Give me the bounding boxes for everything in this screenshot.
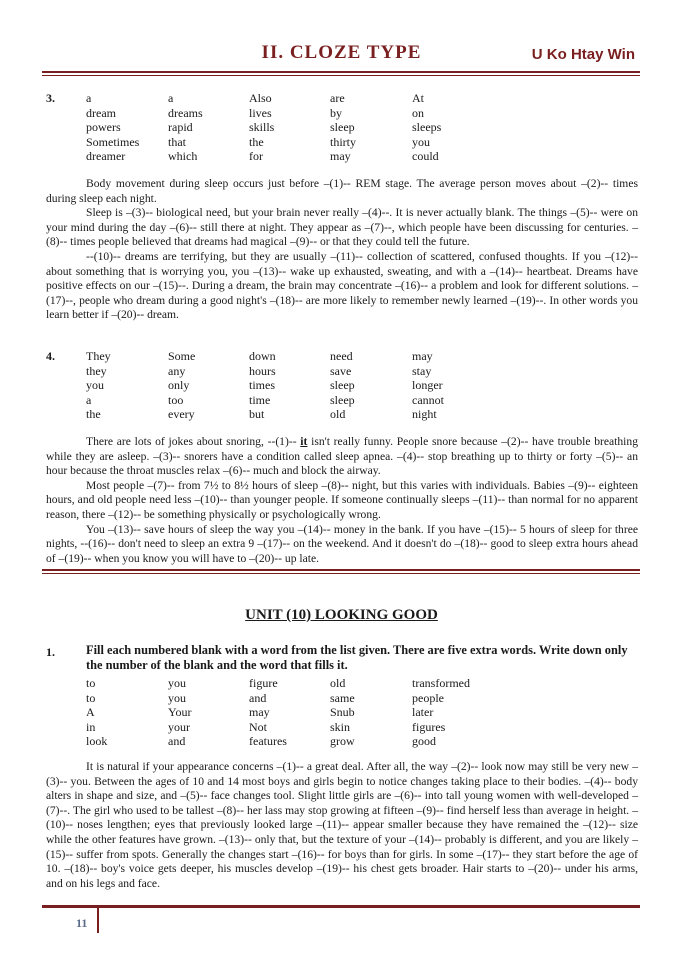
word: need: [330, 349, 353, 363]
word: people: [412, 690, 444, 705]
word: any: [168, 363, 186, 378]
word: They: [86, 349, 111, 363]
paragraph: --(10)-- dreams are terrifying, but they are usually –(11)-- collection of scattered, confused thoughts. If you –(12)-- about something that is worrying you, you –(13)-- wake up exhausted, sweating, and with a –(14)-- heartbeat. Dreams have positive effects on our –(15)--. During a dream, the brain may concentrate –(16)-- a problem and look for different solutions. –(17)--, people who dream during a good night's –(18)-- are more likely to remember newly learned –(19)--. In other words you learn better if –(20)-- dream.: [46, 249, 638, 322]
word: may: [330, 149, 351, 163]
word: lives: [249, 105, 272, 120]
word: sleep: [330, 378, 355, 392]
word: to: [86, 676, 96, 690]
word: longer: [412, 378, 443, 392]
paragraph: Body movement during sleep occurs just before –(1)-- REM stage. The average person moves about –(2)-- times during sleep each night.: [46, 177, 638, 205]
word: powers: [86, 120, 121, 134]
passage: [46, 435, 638, 566]
word: a: [168, 91, 174, 105]
word: could: [412, 149, 439, 163]
word: Not: [249, 719, 267, 734]
word: down: [249, 349, 276, 363]
word: you: [168, 676, 186, 690]
word: rapid: [168, 120, 193, 134]
word: time: [249, 392, 271, 407]
word: thirty: [330, 134, 356, 149]
word-list: [86, 349, 494, 422]
word-list: [86, 91, 494, 164]
word: they: [86, 363, 107, 378]
word: hours: [249, 363, 276, 378]
unit-title-text: UNIT (10) LOOKING GOOD: [245, 607, 438, 623]
word: figures: [412, 719, 446, 734]
word: sleeps: [412, 120, 442, 134]
footer-divider: [97, 905, 99, 933]
word: by: [330, 105, 342, 120]
text-run: There are lots of jokes about snoring, --(1)--: [86, 435, 297, 448]
section-divider: [42, 569, 640, 571]
unit-title: [0, 607, 683, 624]
word: to: [86, 690, 96, 705]
word: transformed: [412, 676, 470, 690]
word: At: [412, 91, 424, 105]
word: skin: [330, 719, 351, 734]
word: sleep: [330, 120, 355, 134]
paragraph: You –(13)-- save hours of sleep the way you –(14)-- money in the bank. If you have –(15)-- 5 hours of sleep for three nights, --(16)-- don't need to sleep an extra 9 –(17)-- on the weekend. And it doesn't do –(18)-- good to sleep extra hours ahead of –(19)-- when you know you will have to –(20)-- up late.: [46, 522, 638, 565]
word: old: [330, 407, 346, 421]
word: too: [168, 392, 184, 407]
word: times: [249, 378, 275, 392]
word: in: [86, 719, 96, 734]
word: dream: [86, 105, 116, 120]
author-name: U Ko Htay Win: [531, 46, 635, 63]
word: dreamer: [86, 149, 126, 163]
word: every: [168, 407, 195, 421]
passage: [46, 760, 638, 891]
paragraph: [46, 435, 638, 479]
footer-rule: [42, 905, 640, 908]
word: Snub: [330, 705, 355, 719]
section-title: II. CLOZE TYPE: [261, 42, 422, 63]
word: you: [412, 134, 430, 149]
word: on: [412, 105, 424, 120]
word: features: [249, 734, 287, 748]
section-divider-thin: [42, 573, 640, 574]
word: the: [86, 407, 101, 421]
paragraph: Most people –(7)-- from 7½ to 8½ hours of sleep –(8)-- night, but this varies with individuals. Babies –(9)-- eighteen hours, and old people need less –(10)-- than younger people. If someone continually sleeps –(11)-- than normal for no apparent reason, there –(12)-- be something physically or psychologically wrong.: [46, 478, 638, 521]
word-list: [86, 676, 494, 749]
word: which: [168, 149, 198, 163]
question-number: 3.: [46, 91, 55, 105]
word: A: [86, 705, 95, 719]
word: you: [168, 690, 186, 705]
word: look: [86, 734, 108, 748]
word: that: [168, 134, 186, 149]
word: same: [330, 690, 355, 705]
question-number: 4.: [46, 349, 55, 363]
word: only: [168, 378, 190, 392]
word: stay: [412, 363, 432, 378]
word: dreams: [168, 105, 203, 120]
word: grow: [330, 734, 355, 748]
word: save: [330, 363, 352, 378]
paragraph: It is natural if your appearance concerns –(1)-- a great deal. After all, the way –(2)-- look now may still be very new –(3)-- you. Between the ages of 10 and 14 most boys and girls begin to notice changes taking place to their bodies. –(4)-- body alters in shape and size, and –(5)-- face changes tool. Slight little girls are –(6)-- into tall young women with well-developed –(7)--. The girl who used to be tallest –(8)-- her lass may stop growing at fifteen –(9)-- find herself less than average in height. –(10)-- noses lengthen; eyes that previously looked large –(11)-- appear smaller because they have remained the –(12)-- size while the other features have grown. –(13)-- only that, but the texture of your –(14)-- probably is different, and you are likely –(15)-- suffer from spots. Generally the changes start –(16)-- for boys than for girls. In some –(17)-- they start before the age of 10. –(18)-- boy's voice gets deeper, his muscles develop –(19)-- his chest gets broader. Hair starts to –(20)-- under his arms, and on his legs and face.: [46, 760, 638, 890]
header-rule: [42, 71, 640, 73]
text-run: isn't really funny. People snore because –(2)-- have trouble breathing while they are asleep. –(3)-- snorers have a condition called sleep apnea. –(4)-- stop breathing up to thirty or forty –(5)-- an hour because the throat muscles relax –(6)-- much and block the airway.: [46, 435, 638, 478]
word: Some: [168, 349, 196, 363]
word: a: [86, 91, 92, 105]
word: Sometimes: [86, 134, 140, 149]
word: your: [168, 719, 190, 734]
word: sleep: [330, 392, 355, 407]
word: old: [330, 676, 346, 690]
instruction-text: Fill each numbered blank with a word from the list given. There are five extra words. Write down only the number of the blank and the word that fills it.: [86, 643, 628, 672]
header-rule-thin: [42, 75, 640, 76]
word: are: [330, 91, 345, 105]
word: figure: [249, 676, 278, 690]
word: but: [249, 407, 265, 421]
word: and: [168, 734, 186, 748]
emphasized-word: it: [300, 435, 308, 448]
word: cannot: [412, 392, 444, 407]
word: may: [412, 349, 433, 363]
word: Also: [249, 91, 272, 105]
passage: [46, 177, 638, 323]
word: the: [249, 134, 264, 149]
word: later: [412, 705, 434, 719]
word: you: [86, 378, 104, 392]
question-number: 1.: [46, 645, 55, 659]
word: and: [249, 690, 267, 705]
page-number: 11: [76, 916, 88, 930]
paragraph: Sleep is –(3)-- biological need, but your brain never really –(4)--. It is never actually blank. The things –(5)-- were on your mind during the day –(6)-- still there at night. They appear as –(7)--, which people have been discussing for centuries. –(8)-- times people believed that dreams had magical –(9)-- or that they could tell the future.: [46, 206, 638, 249]
word: Your: [168, 705, 192, 719]
word: may: [249, 705, 270, 719]
word: a: [86, 392, 92, 407]
word: good: [412, 734, 436, 748]
word: for: [249, 149, 263, 163]
word: night: [412, 407, 437, 421]
word: skills: [249, 120, 275, 134]
